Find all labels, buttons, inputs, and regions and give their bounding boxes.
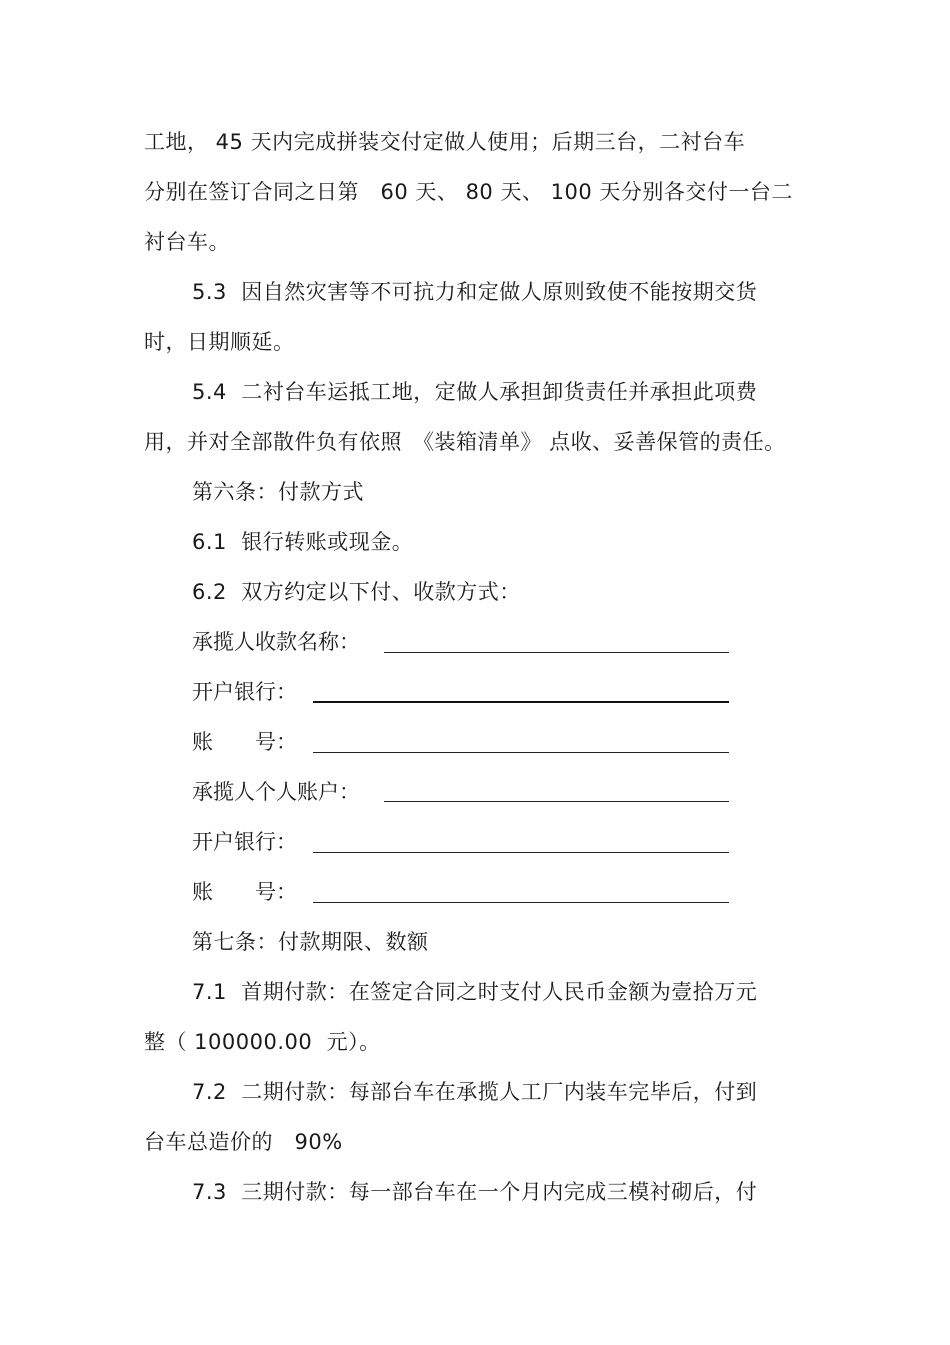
text-line: 衬台车。 xyxy=(144,230,230,254)
text-line: 6.2 双方约定以下付、收款方式： xyxy=(192,580,521,604)
section-heading: 第七条：付款期限、数额 xyxy=(192,930,429,954)
text-line: 7.1 首期付款：在签定合同之时支付人民币金额为壹拾万元 xyxy=(192,980,758,1004)
payee-name-blank[interactable] xyxy=(384,652,729,653)
personal-account-blank[interactable] xyxy=(384,801,729,802)
text-line: 分别在签订合同之日第 60 天、 80 天、 100 天分别各交付一台二 xyxy=(144,180,793,204)
account-number-label: 账 号： xyxy=(192,880,297,904)
bank-blank[interactable] xyxy=(313,852,729,853)
bank-label: 开户银行： xyxy=(192,680,297,704)
text-line: 整（ 100000.00 元）。 xyxy=(144,1030,381,1054)
personal-account-label: 承揽人个人账户： xyxy=(192,780,360,804)
text-line: 7.2 二期付款：每部台车在承揽人工厂内装车完毕后，付到 xyxy=(192,1080,758,1104)
payee-name-label: 承揽人收款名称： xyxy=(192,630,360,654)
text-line: 台车总造价的 90% xyxy=(144,1130,343,1154)
bank-label: 开户银行： xyxy=(192,830,297,854)
text-line: 5.4 二衬台车运抵工地，定做人承担卸货责任并承担此项费 xyxy=(192,380,758,404)
text-line: 6.1 银行转账或现金。 xyxy=(192,530,414,554)
text-line: 5.3 因自然灾害等不可抗力和定做人原则致使不能按期交货 xyxy=(192,280,758,304)
text-line: 工地， 45 天内完成拼装交付定做人使用；后期三台，二衬台车 xyxy=(144,130,746,154)
account-number-label: 账 号： xyxy=(192,730,297,754)
text-line: 7.3 三期付款：每一部台车在一个月内完成三模衬砌后，付 xyxy=(192,1180,758,1204)
text-line: 时，日期顺延。 xyxy=(144,330,295,354)
text-line: 用，并对全部散件负有依照 《装箱清单》 点收、妥善保管的责任。 xyxy=(144,430,786,454)
account-number-blank[interactable] xyxy=(313,752,729,753)
bank-blank[interactable] xyxy=(313,701,729,703)
account-number-blank[interactable] xyxy=(313,902,729,903)
section-heading: 第六条：付款方式 xyxy=(192,480,364,504)
